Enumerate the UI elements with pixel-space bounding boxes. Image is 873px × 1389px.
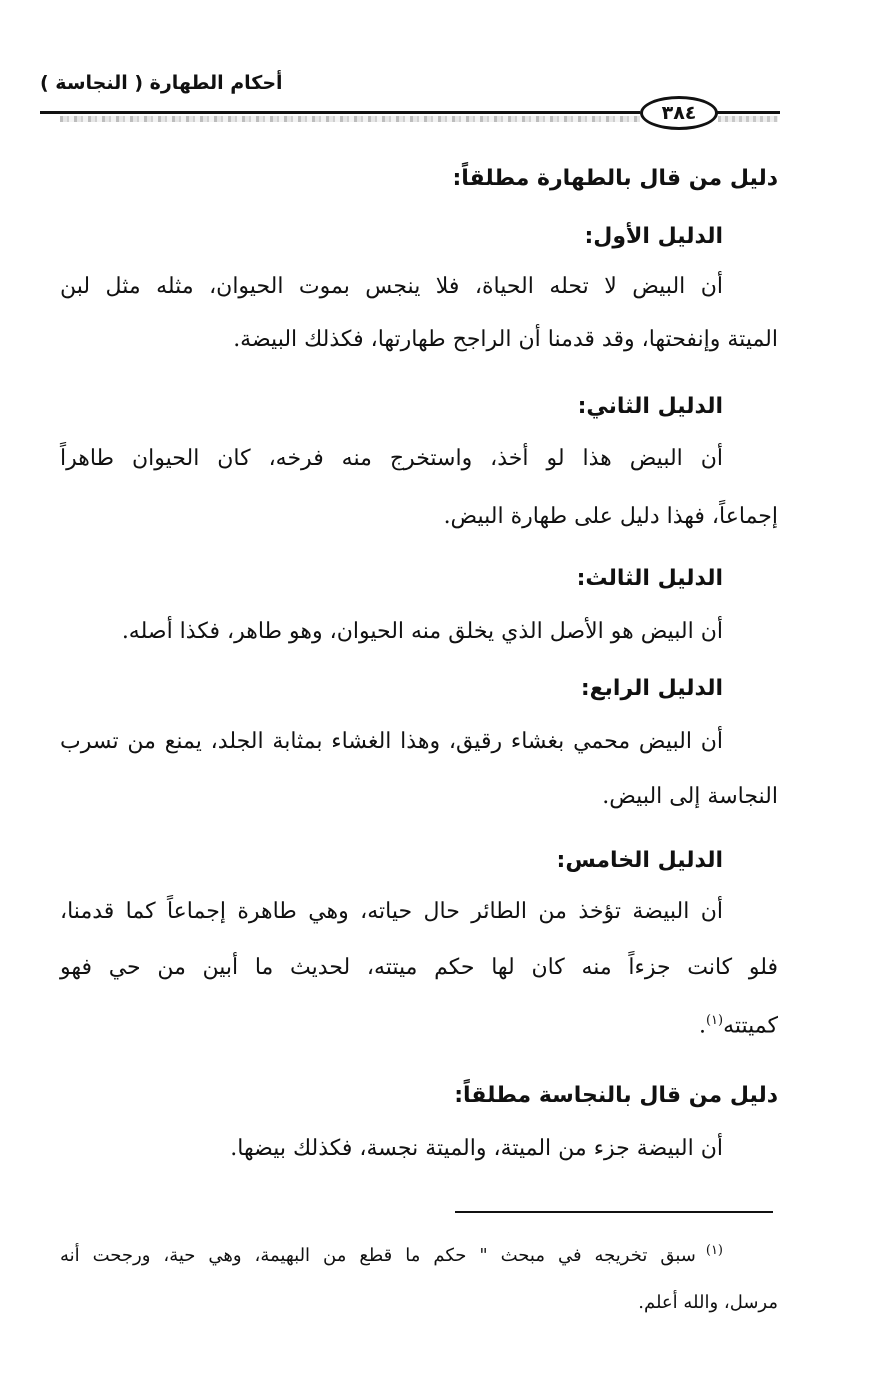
- footnote-text-line1: سبق تخريجه في مبحث " حكم ما قطع من البهيمة، وهي حية، ورجحت أنه: [60, 1245, 696, 1266]
- evidence-heading-fifth: الدليل الخامس:: [556, 848, 723, 873]
- evidence-text-fifth-line3-end: .: [698, 1013, 706, 1039]
- evidence-heading-third: الدليل الثالث:: [576, 566, 723, 591]
- evidence-text-fifth-line3: [699, 1006, 778, 1041]
- evidence-text-second-line2: إجماعاً، فهذا دليل على طهارة البيض.: [443, 504, 778, 529]
- header-ornament-right: [718, 116, 778, 122]
- footnote-line2: مرسل، والله أعلم.: [638, 1292, 778, 1313]
- evidence-heading-fourth: الدليل الرابع:: [580, 676, 723, 701]
- footnote-rule: [455, 1211, 773, 1213]
- header-rule-right: [716, 111, 780, 114]
- running-title: أحكام الطهارة ( النجاسة ): [40, 72, 283, 94]
- evidence-heading-second: الدليل الثاني:: [577, 394, 723, 419]
- najasah-text-line1: أن البيضة جزء من الميتة، والميتة نجسة، فكذلك بيضها.: [230, 1136, 723, 1161]
- evidence-text-third-line1: أن البيض هو الأصل الذي يخلق منه الحيوان، وهو طاهر، فكذا أصله.: [121, 619, 723, 644]
- evidence-text-fourth-line1: أن البيض محمي بغشاء رقيق، وهذا الغشاء بمثابة الجلد، يمنع من تسرب: [60, 729, 723, 754]
- section-heading-najasah: دليل من قال بالنجاسة مطلقاً:: [454, 1083, 778, 1108]
- evidence-text-fifth-line3-text: كميتته: [723, 1013, 778, 1039]
- evidence-text-first-line2: الميتة وإنفحتها، وقد قدمنا أن الراجح طهارتها، فكذلك البيضة.: [233, 327, 778, 352]
- evidence-text-fifth-line2: فلو كانت جزءاً منه كان لها حكم ميتته، لحديث ما أبين من حي فهو: [60, 955, 778, 980]
- evidence-text-second-line1: أن البيض هذا لو أخذ، واستخرج منه فرخه، كان الحيوان طاهراً: [60, 446, 723, 471]
- header-rule: [40, 111, 640, 114]
- page-number: ٣٨٤: [640, 96, 718, 130]
- evidence-heading-first: الدليل الأول:: [584, 224, 723, 249]
- evidence-text-first-line1: أن البيض لا تحله الحياة، فلا ينجس بموت الحيوان، مثله مثل لبن: [60, 274, 723, 299]
- evidence-text-fourth-line2: النجاسة إلى البيض.: [602, 784, 778, 809]
- footnote-marker: (١): [705, 1243, 723, 1258]
- header-ornament: [60, 116, 640, 122]
- footnote-reference: (١): [705, 1013, 724, 1028]
- evidence-text-fifth-line1: أن البيضة تؤخذ من الطائر حال حياته، وهي طاهرة إجماعاً كما قدمنا،: [60, 899, 723, 924]
- section-heading-taharah: دليل من قال بالطهارة مطلقاً:: [452, 166, 778, 191]
- footnote-line1: [60, 1238, 723, 1269]
